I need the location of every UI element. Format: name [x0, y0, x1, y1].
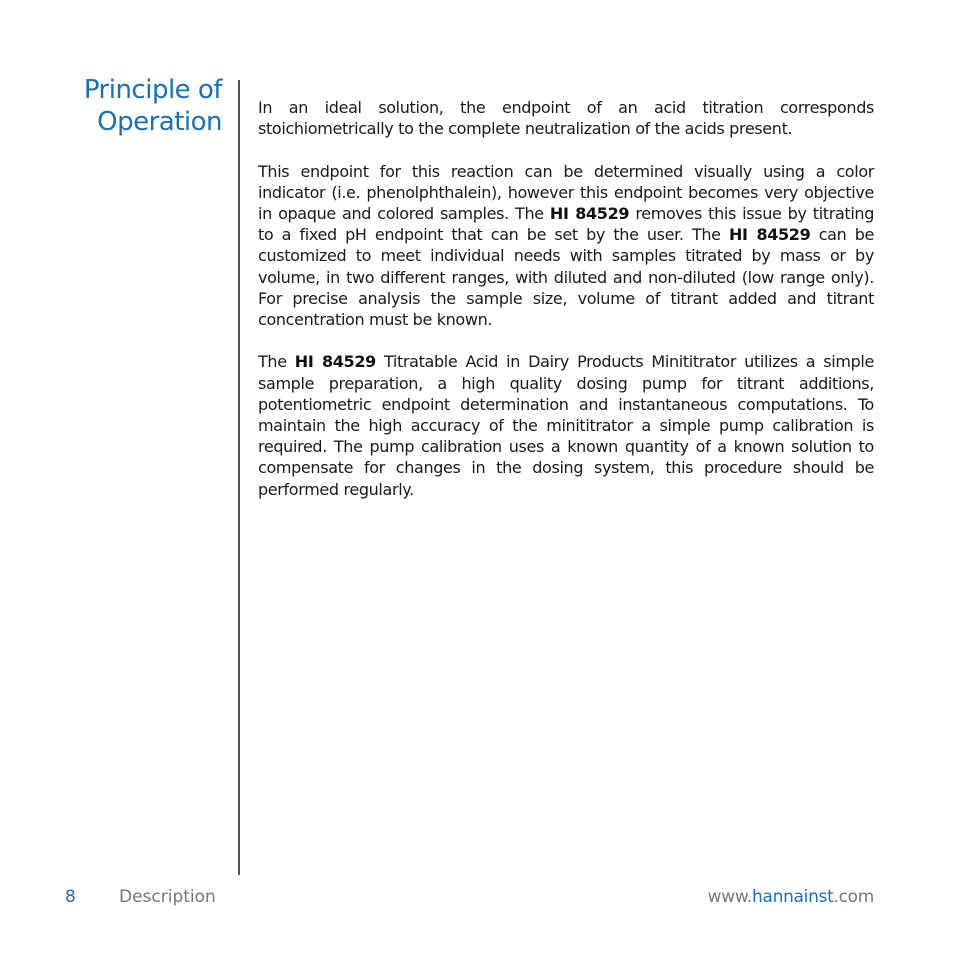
product-name: HI 84529 [729, 225, 811, 245]
footer-section-name: Description [119, 887, 216, 907]
paragraph-2-text-3: can be customized to meet individual needs with samples titrated by mass or by volume, in two different ranges, with diluted and non-diluted (low range only). For precise analysis the sample size, volume of titrant added and titrant concentration must be known. [258, 225, 875, 330]
website-prefix: www. [707, 887, 752, 907]
paragraph-1: In an ideal solution, the endpoint of an acid titration corresponds stoichiometrically to the complete neutralization of the acids present. [258, 98, 874, 139]
paragraph-3-text-2: Titratable Acid in Dairy Products Minititrator utilizes a simple sample preparation, a high quality dosing pump for titrant additions, potentiometric endpoint determination and instantaneous computations. To maintain the high accuracy of the minititrator a simple pump calibration is required. The pump calibration uses a known quantity of a known solution to compensate for changes in the dosing system, this procedure should be performed regularly. [258, 352, 874, 499]
vertical-divider [238, 80, 240, 875]
section-title-line-1: Principle of [83, 75, 222, 105]
paragraph-2 [258, 161, 874, 331]
paragraph-3 [258, 351, 874, 499]
paragraph-3-text-1: The [258, 352, 295, 372]
page-number: 8 [65, 887, 76, 907]
website-brand: hannainst [752, 887, 834, 907]
paragraph-2-text-1: This endpoint for this reaction can be determined visually using a color indicator (i.e. phenolphthalein), however this endpoint becomes very objective in opaque and colored samples. The [258, 161, 874, 223]
product-name: HI 84529 [294, 352, 376, 372]
section-title-line-2: Operation [97, 107, 222, 137]
website-suffix: .com [833, 887, 874, 907]
website-link[interactable] [708, 886, 874, 908]
product-name: HI 84529 [549, 204, 630, 223]
paragraph-2-text-2: removes this issue by titrating to a fixed pH endpoint that can be set by the user. The [258, 204, 875, 245]
body-text [258, 97, 874, 521]
section-title [22, 74, 222, 138]
